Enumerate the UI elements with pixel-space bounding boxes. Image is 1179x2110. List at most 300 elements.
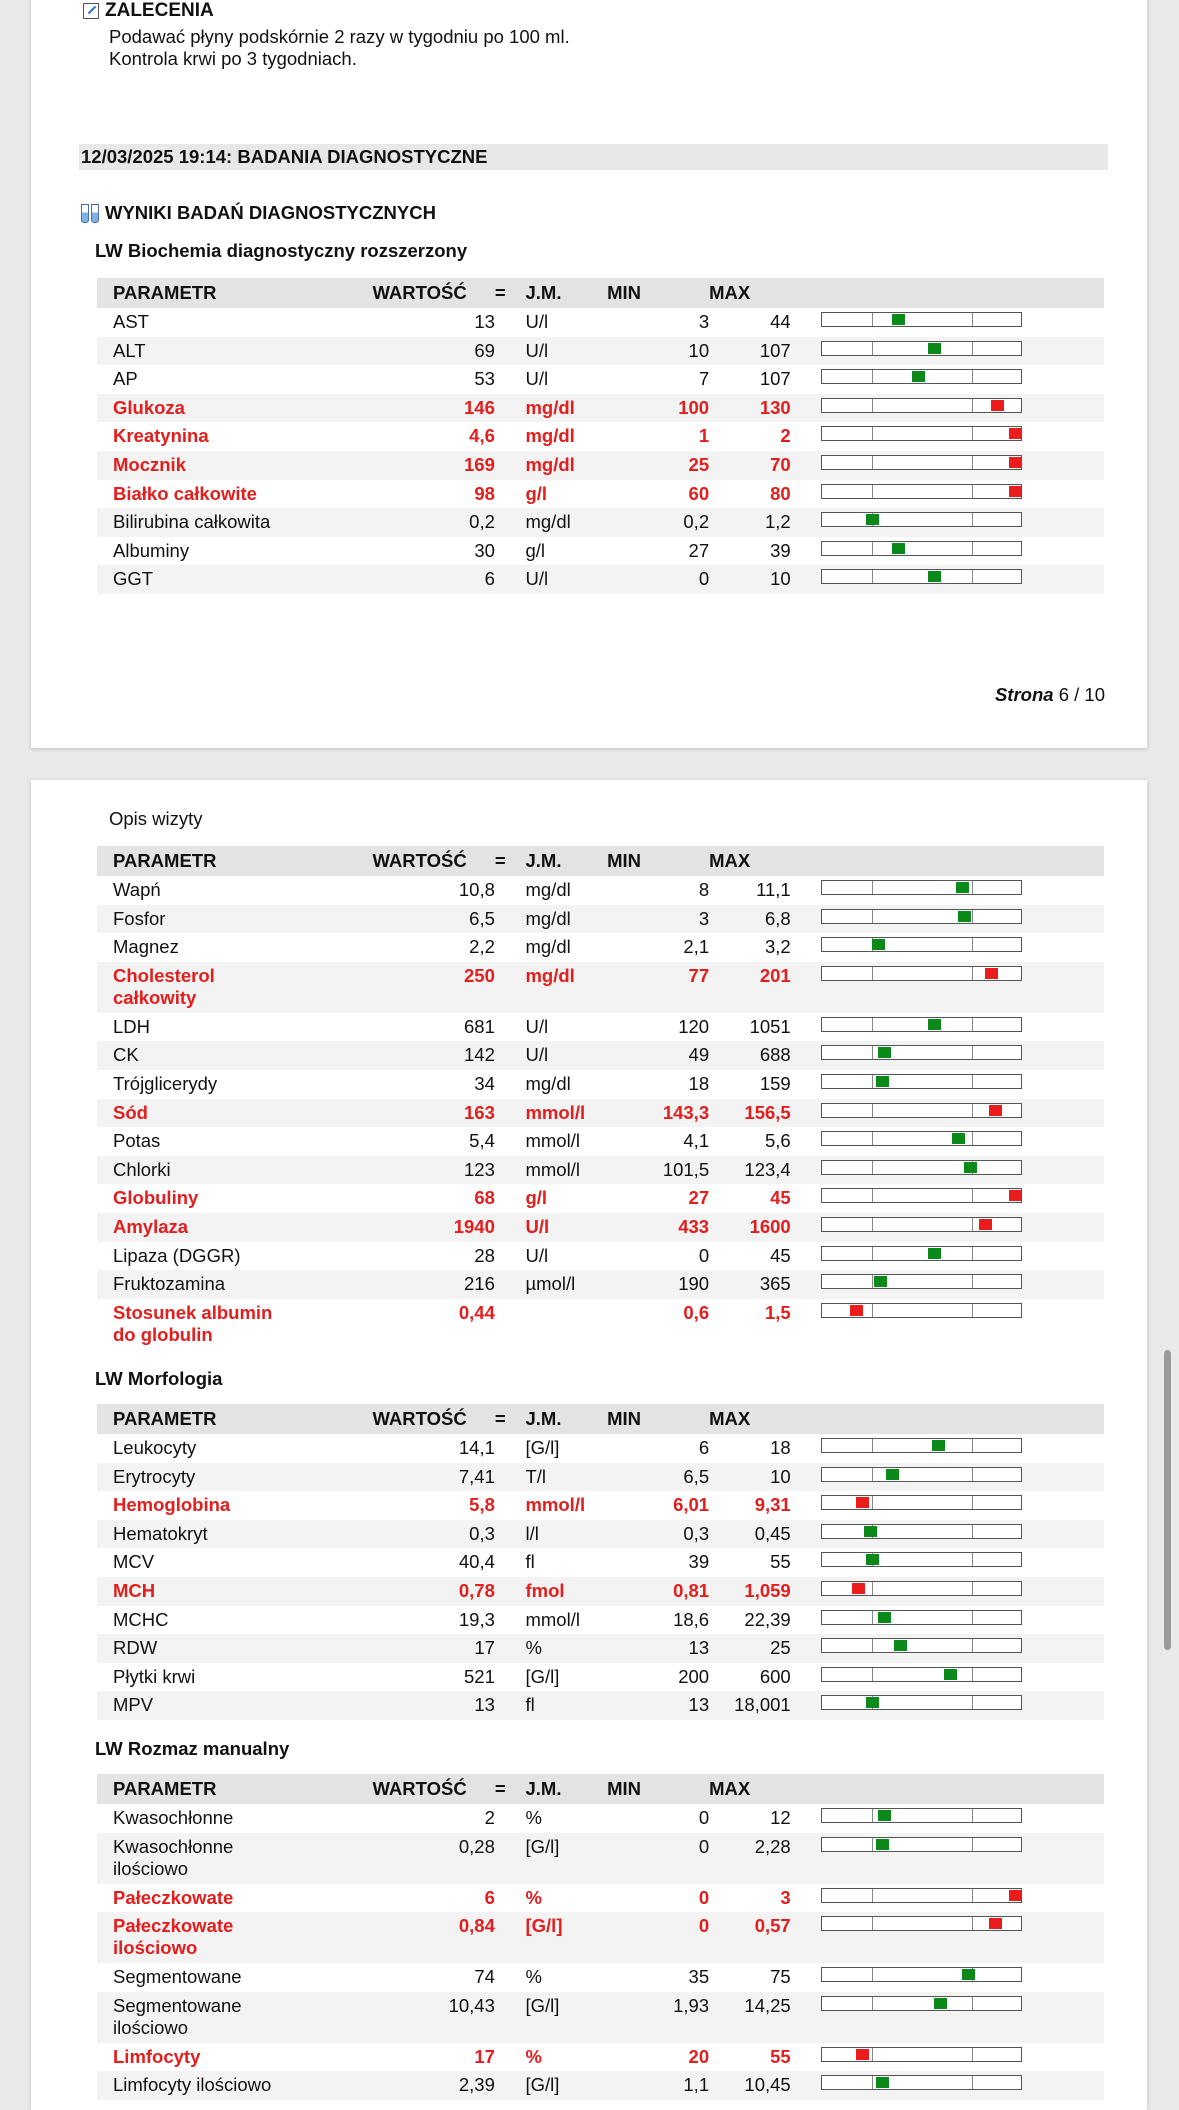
param-min: 7 (607, 365, 709, 394)
param-max: 1051 (709, 1013, 791, 1042)
param-unit: mmol/l (525, 1156, 607, 1185)
param-name: Segmentowane ilościowo (97, 1992, 372, 2043)
param-unit: U/l (525, 1213, 607, 1242)
param-unit: mg/dl (525, 451, 607, 480)
range-bar (821, 1467, 1022, 1482)
param-value: 69 (372, 337, 494, 366)
param-value: 28 (372, 1242, 494, 1271)
param-unit: mg/dl (525, 876, 607, 905)
param-min: 1,1 (607, 2071, 709, 2100)
column-header-parametr: PARAMETR (97, 1774, 372, 1804)
biochemia-table (97, 278, 1104, 594)
param-value: 30 (372, 537, 494, 566)
spacer-cell (791, 537, 822, 566)
param-equals (495, 1804, 526, 1833)
param-value: 6,5 (372, 905, 494, 934)
range-marker-normal (892, 543, 905, 554)
table-row (97, 1992, 1104, 2043)
param-value: 5,8 (372, 1491, 494, 1520)
column-header-parametr: PARAMETR (97, 846, 372, 876)
param-max: 107 (709, 337, 791, 366)
range-bar (821, 1217, 1022, 1232)
table-row (97, 1491, 1104, 1520)
table-row (97, 1577, 1104, 1606)
param-name: Albuminy (97, 537, 372, 566)
range-tick (972, 1439, 973, 1452)
param-unit: g/l (525, 480, 607, 509)
param-name: Bilirubina całkowita (97, 508, 372, 537)
param-name: Chlorki (97, 1156, 372, 1185)
range-marker-abnormal (989, 1918, 1002, 1929)
param-max: 80 (709, 480, 791, 509)
range-bar-cell (821, 1041, 1104, 1070)
spacer-cell (791, 337, 822, 366)
param-value: 17 (372, 2043, 494, 2072)
table-row (97, 308, 1104, 337)
range-tick (872, 2076, 873, 2089)
param-min: 18 (607, 1070, 709, 1099)
param-max: 55 (709, 2043, 791, 2072)
param-equals (495, 1548, 526, 1577)
range-bar (821, 1638, 1022, 1653)
range-bar (821, 1074, 1022, 1089)
param-unit: mg/dl (525, 394, 607, 423)
range-bar-cell (821, 1213, 1104, 1242)
param-equals (495, 1213, 526, 1242)
range-bar-cell (821, 451, 1104, 480)
range-marker-normal (958, 911, 971, 922)
param-name: AST (97, 308, 372, 337)
table-row (97, 1242, 1104, 1271)
range-tick (872, 1439, 873, 1452)
param-equals (495, 365, 526, 394)
param-min: 39 (607, 1548, 709, 1577)
param-value: 146 (372, 394, 494, 423)
range-marker-normal (928, 1248, 941, 1259)
param-unit: mg/dl (525, 933, 607, 962)
param-equals (495, 905, 526, 934)
range-bar-cell (821, 1663, 1104, 1692)
results-title: WYNIKI BADAŃ DIAGNOSTYCZNYCH (105, 202, 436, 223)
range-bar (821, 937, 1022, 952)
param-max: 1,2 (709, 508, 791, 537)
column-header-max: MAX (709, 1404, 791, 1434)
table-header-row (97, 1774, 1104, 1804)
table-row (97, 2043, 1104, 2072)
column-header-wartosc: WARTOŚĆ (372, 846, 494, 876)
range-bar-cell (821, 2043, 1104, 2072)
rozmaz-table (97, 1774, 1104, 2100)
param-min: 2,1 (607, 933, 709, 962)
param-name: RDW (97, 1634, 372, 1663)
param-min: 6 (607, 1434, 709, 1463)
range-tick (872, 370, 873, 383)
range-tick (872, 1889, 873, 1902)
param-unit: U/l (525, 1041, 607, 1070)
range-tick (872, 1075, 873, 1088)
param-equals (495, 1491, 526, 1520)
param-value: 681 (372, 1013, 494, 1042)
param-min: 35 (607, 1963, 709, 1992)
range-marker-normal (934, 1998, 947, 2009)
range-bar (821, 1888, 1022, 1903)
param-unit: mg/dl (525, 422, 607, 451)
range-tick (872, 967, 873, 980)
range-marker-normal (864, 1526, 877, 1537)
range-tick (872, 1218, 873, 1231)
param-value: 19,3 (372, 1606, 494, 1635)
range-bar-cell (821, 337, 1104, 366)
param-max: 18,001 (709, 1691, 791, 1720)
spacer-cell (791, 876, 822, 905)
table-row (97, 565, 1104, 594)
range-tick (972, 399, 973, 412)
param-name: Fruktozamina (97, 1270, 372, 1299)
param-max: 2,28 (709, 1833, 791, 1884)
param-name: Trójglicerydy (97, 1070, 372, 1099)
range-tick (972, 1525, 973, 1538)
param-min: 1 (607, 422, 709, 451)
range-tick (872, 1496, 873, 1509)
param-equals (495, 1963, 526, 1992)
spacer-cell (791, 565, 822, 594)
range-tick (972, 1247, 973, 1260)
param-name: ALT (97, 337, 372, 366)
range-bar-cell (821, 1156, 1104, 1185)
param-name: MCV (97, 1548, 372, 1577)
param-name: Hemoglobina (97, 1491, 372, 1520)
param-name: GGT (97, 565, 372, 594)
range-marker-normal (932, 1440, 945, 1451)
column-header-range (821, 1774, 1104, 1804)
range-tick (872, 1838, 873, 1851)
range-bar-cell (821, 537, 1104, 566)
param-unit: U/l (525, 565, 607, 594)
param-value: 13 (372, 1691, 494, 1720)
visit-description-label: Opis wizyty (109, 808, 203, 829)
param-equals (495, 876, 526, 905)
range-tick (972, 881, 973, 894)
param-max: 1600 (709, 1213, 791, 1242)
range-bar (821, 1916, 1022, 1931)
range-bar (821, 1303, 1022, 1318)
table-row (97, 337, 1104, 366)
param-name: Wapń (97, 876, 372, 905)
table-row (97, 480, 1104, 509)
range-tick (972, 1218, 973, 1231)
range-tick (972, 456, 973, 469)
spacer-cell (791, 480, 822, 509)
table-row (97, 1912, 1104, 1963)
param-value: 10,8 (372, 876, 494, 905)
range-bar (821, 455, 1022, 470)
range-tick (972, 910, 973, 923)
table-row (97, 962, 1104, 1013)
param-unit: U/l (525, 1013, 607, 1042)
table-row (97, 508, 1104, 537)
param-max: 3,2 (709, 933, 791, 962)
param-max: 0,57 (709, 1912, 791, 1963)
table-row (97, 1833, 1104, 1884)
param-equals (495, 1912, 526, 1963)
param-min: 0 (607, 1804, 709, 1833)
param-min: 49 (607, 1041, 709, 1070)
range-tick (872, 313, 873, 326)
table-row (97, 394, 1104, 423)
param-unit: mmol/l (525, 1606, 607, 1635)
range-tick (972, 1838, 973, 1851)
param-value: 4,6 (372, 422, 494, 451)
spacer-cell (791, 1099, 822, 1128)
range-bar (821, 512, 1022, 527)
param-min: 8 (607, 876, 709, 905)
table-row (97, 537, 1104, 566)
range-tick (872, 1189, 873, 1202)
param-max: 55 (709, 1548, 791, 1577)
param-unit: mmol/l (525, 1099, 607, 1128)
spacer-cell (791, 1548, 822, 1577)
param-equals (495, 1242, 526, 1271)
page-current: 6 (1058, 684, 1069, 705)
param-min: 0,2 (607, 508, 709, 537)
param-max: 0,45 (709, 1520, 791, 1549)
range-bar-cell (821, 1463, 1104, 1492)
range-marker-normal (878, 1810, 891, 1821)
param-unit: % (525, 1804, 607, 1833)
param-unit: % (525, 1963, 607, 1992)
param-max: 14,25 (709, 1992, 791, 2043)
table-row (97, 876, 1104, 905)
table-row (97, 1041, 1104, 1070)
param-value: 6 (372, 1884, 494, 1913)
param-min: 0 (607, 1912, 709, 1963)
range-tick (972, 1611, 973, 1624)
range-tick (972, 485, 973, 498)
table-row (97, 1884, 1104, 1913)
param-max: 201 (709, 962, 791, 1013)
range-bar (821, 966, 1022, 981)
range-marker-normal (952, 1133, 965, 1144)
param-unit: % (525, 1634, 607, 1663)
range-marker-normal (892, 314, 905, 325)
biochemia-table-continued (97, 846, 1104, 1350)
range-tick (872, 570, 873, 583)
param-unit: U/l (525, 1242, 607, 1271)
column-header-wartosc: WARTOŚĆ (372, 278, 494, 308)
range-bar (821, 1438, 1022, 1453)
range-tick (972, 513, 973, 526)
param-value: 0,3 (372, 1520, 494, 1549)
test-tubes-icon (81, 204, 99, 223)
range-bar-cell (821, 876, 1104, 905)
param-equals (495, 1070, 526, 1099)
param-name: Pałeczkowate (97, 1884, 372, 1913)
range-bar-cell (821, 1434, 1104, 1463)
param-max: 9,31 (709, 1491, 791, 1520)
param-value: 10,43 (372, 1992, 494, 2043)
column-header-parametr: PARAMETR (97, 278, 372, 308)
param-unit: [G/l] (525, 1912, 607, 1963)
param-name: Limfocyty (97, 2043, 372, 2072)
spacer-cell (791, 1606, 822, 1635)
range-bar-cell (821, 1963, 1104, 1992)
param-min: 6,5 (607, 1463, 709, 1492)
range-marker-normal (876, 1076, 889, 1087)
column-header-range (821, 1404, 1104, 1434)
spacer-cell (791, 1434, 822, 1463)
param-max: 45 (709, 1242, 791, 1271)
table-row (97, 422, 1104, 451)
range-tick (972, 570, 973, 583)
param-value: 142 (372, 1041, 494, 1070)
range-bar (821, 1131, 1022, 1146)
range-marker-abnormal (1009, 486, 1022, 497)
param-name: Cholesterol całkowity (97, 962, 372, 1013)
range-marker-abnormal (856, 1497, 869, 1508)
range-bar-cell (821, 1634, 1104, 1663)
param-max: 18 (709, 1434, 791, 1463)
param-name: MCH (97, 1577, 372, 1606)
range-marker-normal (872, 939, 885, 950)
param-max: 1,059 (709, 1577, 791, 1606)
param-value: 6 (372, 565, 494, 594)
param-unit: T/l (525, 1463, 607, 1492)
param-value: 0,84 (372, 1912, 494, 1963)
range-bar-cell (821, 565, 1104, 594)
range-marker-abnormal (852, 1583, 865, 1594)
section-title-rozmaz: LW Rozmaz manualny (95, 1738, 290, 1759)
param-unit: % (525, 1884, 607, 1913)
param-value: 13 (372, 308, 494, 337)
param-value: 2 (372, 1804, 494, 1833)
param-min: 200 (607, 1663, 709, 1692)
param-value: 5,4 (372, 1127, 494, 1156)
column-header-spacer (791, 1774, 822, 1804)
range-tick (972, 1668, 973, 1681)
column-header-wartosc: WARTOŚĆ (372, 1774, 494, 1804)
range-marker-abnormal (979, 1219, 992, 1230)
spacer-cell (791, 1833, 822, 1884)
range-bar (821, 1274, 1022, 1289)
param-value: 2,39 (372, 2071, 494, 2100)
spacer-cell (791, 1463, 822, 1492)
range-marker-normal (876, 1839, 889, 1850)
range-tick (872, 427, 873, 440)
range-bar (821, 2075, 1022, 2090)
results-heading (81, 202, 436, 224)
param-equals (495, 422, 526, 451)
param-equals (495, 451, 526, 480)
range-marker-normal (874, 1276, 887, 1287)
param-max: 25 (709, 1634, 791, 1663)
param-min: 18,6 (607, 1606, 709, 1635)
range-marker-normal (964, 1162, 977, 1173)
range-bar (821, 1552, 1022, 1567)
param-min: 27 (607, 1184, 709, 1213)
param-min: 433 (607, 1213, 709, 1242)
range-bar-cell (821, 1577, 1104, 1606)
param-min: 143,3 (607, 1099, 709, 1128)
range-bar (821, 1524, 1022, 1539)
table-row (97, 1606, 1104, 1635)
param-max: 123,4 (709, 1156, 791, 1185)
param-name: Erytrocyty (97, 1463, 372, 1492)
range-bar (821, 312, 1022, 327)
param-equals (495, 1634, 526, 1663)
column-header-equals: = (495, 1774, 526, 1804)
range-tick (872, 1582, 873, 1595)
range-bar-cell (821, 1127, 1104, 1156)
range-marker-normal (866, 514, 879, 525)
param-max: 600 (709, 1663, 791, 1692)
table-row (97, 1804, 1104, 1833)
param-min: 0,6 (607, 1299, 709, 1350)
table-row (97, 1434, 1104, 1463)
param-name: Mocznik (97, 451, 372, 480)
column-header-spacer (791, 1404, 822, 1434)
param-value: 0,2 (372, 508, 494, 537)
range-bar (821, 426, 1022, 441)
spacer-cell (791, 1013, 822, 1042)
param-equals (495, 480, 526, 509)
param-name: Potas (97, 1127, 372, 1156)
table-row (97, 1099, 1104, 1128)
range-marker-abnormal (1009, 1890, 1022, 1901)
table-row (97, 1663, 1104, 1692)
column-header-max: MAX (709, 1774, 791, 1804)
visit-header: 12/03/2025 19:14: BADANIA DIAGNOSTYCZNE (79, 144, 1108, 170)
param-name: Kwasochłonne ilościowo (97, 1833, 372, 1884)
table-row (97, 1299, 1104, 1350)
range-bar-cell (821, 962, 1104, 1013)
range-bar (821, 369, 1022, 384)
param-min: 0,81 (607, 1577, 709, 1606)
param-unit: U/l (525, 308, 607, 337)
param-value: 1940 (372, 1213, 494, 1242)
param-min: 13 (607, 1634, 709, 1663)
range-tick (972, 938, 973, 951)
range-bar-cell (821, 1520, 1104, 1549)
spacer-cell (791, 451, 822, 480)
param-unit: U/l (525, 365, 607, 394)
param-unit: [G/l] (525, 1663, 607, 1692)
param-max: 11,1 (709, 876, 791, 905)
range-marker-abnormal (1009, 428, 1022, 439)
param-unit: g/l (525, 537, 607, 566)
range-tick (872, 1468, 873, 1481)
range-bar (821, 1188, 1022, 1203)
range-bar (821, 880, 1022, 895)
param-unit: mg/dl (525, 508, 607, 537)
range-bar (821, 1045, 1022, 1060)
param-unit: l/l (525, 1520, 607, 1549)
page-total: / 10 (1074, 684, 1105, 705)
range-tick (872, 1809, 873, 1822)
param-max: 3 (709, 1884, 791, 1913)
param-value: 250 (372, 962, 494, 1013)
table-row (97, 1013, 1104, 1042)
param-equals (495, 565, 526, 594)
range-tick (872, 1104, 873, 1117)
table-header-row (97, 1404, 1104, 1434)
spacer-cell (791, 1156, 822, 1185)
range-tick (872, 1046, 873, 1059)
param-unit: fl (525, 1548, 607, 1577)
spacer-cell (791, 1127, 822, 1156)
scrollbar[interactable] (1164, 1350, 1171, 1650)
range-tick (972, 542, 973, 555)
param-equals (495, 337, 526, 366)
